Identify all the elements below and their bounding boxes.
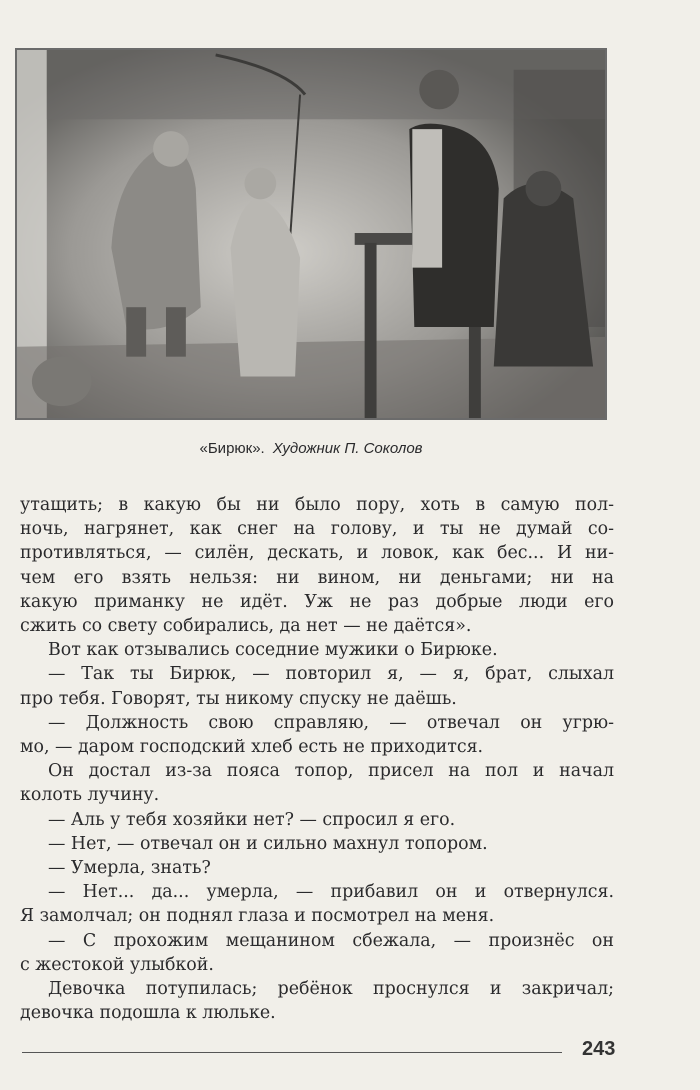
text-line: колоть лучину.	[20, 785, 160, 806]
illustration-caption	[15, 440, 607, 457]
text-line: — Так ты Бирюк, — повторил я, — я, брат, слыхал	[48, 664, 614, 685]
caption-title: «Бирюк».	[199, 440, 265, 457]
text-line: утащить; в какую бы ни было пору, хоть в самую пол-	[20, 495, 614, 515]
text-line: — Должность свою справляю, — отвечал он угрю-	[48, 712, 614, 733]
text-line: с жестокой улыбкой.	[20, 954, 214, 975]
text-line: — Аль у тебя хозяйки нет? — спросил я его.	[48, 809, 456, 830]
caption-artist: Художник П. Соколов	[272, 440, 423, 457]
illustration	[15, 48, 607, 420]
footer-rule	[22, 1052, 562, 1053]
text-line: про тебя. Говорят, ты никому спуску не даёшь.	[20, 688, 457, 709]
text-line: противляться, — силён, дескать, и ловок, как бес... И ни-	[20, 543, 614, 564]
text-line: Вот как отзывались соседние мужики о Бирюке.	[48, 640, 498, 661]
text-line: чем его взять нельзя: ни вином, ни деньгами; ни на	[20, 567, 614, 588]
text-line: — Нет... да... умерла, — прибавил он и отвернулся.	[48, 882, 614, 903]
text-line: Девочка потупилась; ребёнок проснулся и закричал;	[48, 979, 614, 1000]
text-line: ночь, нагрянет, как снег на голову, и ты не думай со-	[20, 519, 614, 540]
text-line: Он достал из-за пояса топор, присел на пол и начал	[48, 761, 614, 782]
page-number: 243	[582, 1038, 616, 1060]
text-line: сжить со свету собирались, да нет — не даётся».	[20, 616, 472, 637]
text-line: девочка подошла к люльке.	[20, 1003, 276, 1024]
text-line: — С прохожим мещанином сбежала, — произнёс он	[48, 930, 614, 951]
text-line: — Умерла, знать?	[48, 858, 211, 879]
text-line: мо, — даром господский хлеб есть не приходится.	[20, 737, 484, 758]
text-line: — Нет, — отвечал он и сильно махнул топором.	[48, 833, 488, 854]
body-text	[20, 493, 614, 1025]
text-line: какую приманку не идёт. Уж не раз добрые люди его	[20, 591, 614, 612]
text-line: Я замолчал; он поднял глаза и посмотрел на меня.	[20, 906, 495, 927]
illustration-image	[17, 50, 605, 418]
